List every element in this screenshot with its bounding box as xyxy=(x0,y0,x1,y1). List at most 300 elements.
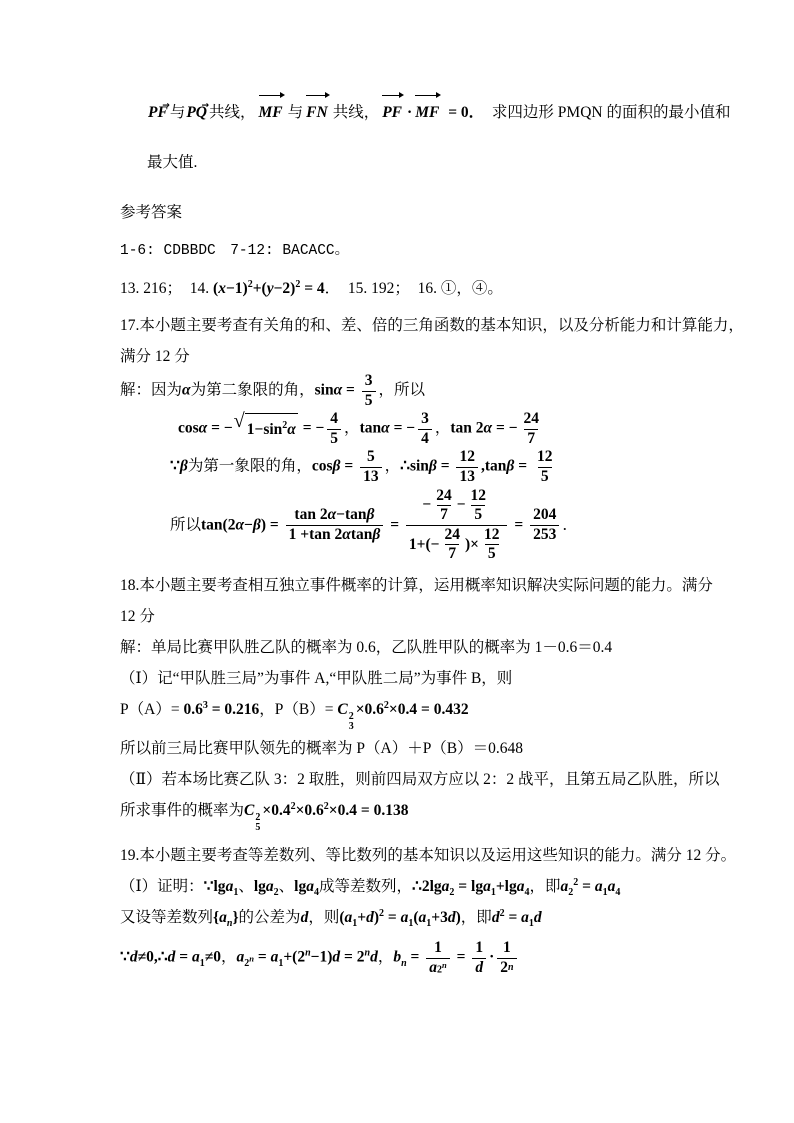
text-run: 、 xyxy=(278,877,295,895)
math-variable: a xyxy=(306,877,314,895)
denominator xyxy=(426,958,449,978)
math-variable: α xyxy=(235,515,245,533)
math-function: lg xyxy=(213,877,226,895)
math-function: sin xyxy=(409,458,429,476)
math-text: ×0.4 = 0.432 xyxy=(388,700,469,718)
numerator: 5 xyxy=(366,448,375,466)
math-text: = 0.216 xyxy=(207,700,260,718)
math-text: = 0． xyxy=(444,104,477,121)
subscript: 2 xyxy=(568,887,574,899)
text-run: 解：因为 xyxy=(120,381,183,399)
math-function: tan 2 xyxy=(309,525,343,543)
math-function: tan 2 xyxy=(294,506,328,524)
subscript: 1 xyxy=(352,918,358,930)
fraction xyxy=(362,372,376,410)
denominator: 5 xyxy=(362,391,376,411)
fraction xyxy=(521,410,543,448)
math-variable: a xyxy=(441,877,450,895)
math-text: , xyxy=(480,458,485,476)
text-run: ，即 xyxy=(460,908,492,926)
radical xyxy=(234,413,298,445)
math-variable: a xyxy=(344,908,353,926)
math-variable: a xyxy=(483,877,491,895)
text-run: 成等差数列， xyxy=(318,877,412,895)
solution-17-line-1 xyxy=(120,372,690,410)
math-function: lg xyxy=(504,877,517,895)
solution-18-part1-result xyxy=(120,733,690,764)
math-variable: n xyxy=(441,960,447,971)
math-variable: α xyxy=(483,419,493,437)
text-run: 解：单局比赛甲队胜乙队的概率为 0.6，乙队胜甲队的概率为 1－0.6＝0.4 xyxy=(120,638,613,656)
subscript: 4 xyxy=(524,887,530,899)
text-run: 17.本小题主要考查有关角的和、差、倍的三角函数的基本知识，以及分析能力和计算能力， xyxy=(120,317,744,334)
text-run: ，则 xyxy=(308,908,340,926)
text-run: （Ⅰ）记“甲队胜三局”为事件 A,“甲队胜二局”为事件 B，则 xyxy=(120,669,513,687)
math-text: − xyxy=(456,496,466,514)
numerator: 12 xyxy=(483,525,500,543)
numerator: 1 xyxy=(503,938,511,956)
text-run: 求四边形 PMQN 的面积的最小值和 xyxy=(476,104,731,121)
radicand xyxy=(245,413,298,445)
math-variable: n xyxy=(305,947,311,959)
math-variable: α xyxy=(198,419,208,437)
text-run: ， xyxy=(434,419,451,437)
subscript: 1 xyxy=(602,887,608,899)
solution-19-proof-line-1 xyxy=(120,871,690,902)
superscript: 2 xyxy=(323,800,329,812)
denominator: 13 xyxy=(456,467,478,487)
solution-18-part2-text xyxy=(120,764,720,795)
math-text: = 2 xyxy=(340,948,365,966)
math-variable: β xyxy=(366,506,375,524)
superscript: 2 xyxy=(573,876,579,888)
subscript: 2 xyxy=(449,887,455,899)
math-text: · xyxy=(407,104,413,121)
subscript: 3 xyxy=(348,721,354,733)
subscript: 4 xyxy=(313,887,319,899)
superscript: 3 xyxy=(202,699,208,711)
solution-17-line-2 xyxy=(178,410,690,448)
superscript: 2 xyxy=(383,699,389,711)
math-text: +(2 xyxy=(283,948,306,966)
math-text: = xyxy=(340,458,358,476)
fraction xyxy=(481,526,503,564)
math-text: ×0.6 xyxy=(355,700,384,718)
math-text: ( xyxy=(213,280,219,297)
fraction xyxy=(456,448,478,486)
problem-17-score xyxy=(120,341,690,372)
denominator: 5 xyxy=(538,467,552,487)
superscript: 2 xyxy=(282,420,288,432)
math-text: −2) xyxy=(273,280,296,297)
math-text: = xyxy=(510,515,528,533)
denominator: 7 xyxy=(437,505,451,525)
math-variable: α xyxy=(182,381,191,399)
numerator: 1 xyxy=(475,938,484,956)
math-text: −1) xyxy=(310,948,333,966)
text-run: 又设等差数列 xyxy=(120,908,214,926)
math-variable: d xyxy=(332,948,341,966)
math-variable: α xyxy=(327,506,337,524)
math-text: ≠0 xyxy=(204,948,221,966)
math-variable: a xyxy=(236,948,245,966)
math-text: 2 xyxy=(500,958,508,976)
math-variable: a xyxy=(516,877,525,895)
math-variable: d xyxy=(533,908,542,926)
super-subscript xyxy=(255,813,260,834)
solution-18-line-1 xyxy=(120,632,690,663)
math-text: ( xyxy=(413,908,419,926)
math-variable: β xyxy=(252,515,261,533)
math-text: = xyxy=(436,458,454,476)
subscript: 1 xyxy=(490,887,496,899)
problem-statement-line-1 xyxy=(147,94,731,128)
problem-19-intro xyxy=(120,840,737,871)
text-run: ， xyxy=(221,948,237,966)
text-run: 18.本小题主要考查相互独立事件概率的计算，运用概率知识解决实际问题的能力。满分 xyxy=(120,576,713,594)
numerator: 24 xyxy=(444,525,460,543)
text-run: ． 15. 192； 16. ①，④。 xyxy=(324,280,503,297)
denominator xyxy=(286,525,384,545)
math-variable: a xyxy=(400,908,409,926)
denominator xyxy=(497,958,516,978)
denominator: 4 xyxy=(418,429,432,449)
text-run: ． xyxy=(562,515,578,533)
math-text: ≠0, xyxy=(137,948,158,966)
math-variable: d xyxy=(300,908,309,926)
math-function: cos xyxy=(311,458,333,476)
solution-19-proof-line-3 xyxy=(120,939,690,977)
solution-17-line-3 xyxy=(170,448,690,486)
denominator xyxy=(406,525,508,564)
text-run: 所以前三局比赛甲队领先的概率为 P（A）＋P（B）＝0.648 xyxy=(120,739,524,757)
denominator: 7 xyxy=(524,429,538,449)
problem-statement-line-2 xyxy=(147,147,690,178)
math-variable: a xyxy=(225,877,234,895)
math-text: = − xyxy=(389,419,416,437)
superscript: 2 xyxy=(247,278,253,290)
math-function: cos xyxy=(178,419,199,437)
math-function: sin xyxy=(314,381,334,399)
vector-pf: PF → xyxy=(148,97,168,128)
math-variable: α xyxy=(287,421,296,439)
math-text: = 4 xyxy=(300,280,325,297)
vector-pq: PQ → xyxy=(186,97,207,128)
math-text: ∴ xyxy=(400,458,410,476)
math-text: ) = xyxy=(260,515,283,533)
math-text: = xyxy=(514,458,531,476)
subscript: 1 xyxy=(199,957,205,969)
numerator: 12 xyxy=(459,448,475,466)
math-text: − xyxy=(422,496,432,514)
math-variable: β xyxy=(428,458,437,476)
math-function: sin xyxy=(263,421,283,439)
numerator: 4 xyxy=(330,410,339,428)
vector-pf: PF xyxy=(382,94,404,128)
denominator: 253 xyxy=(530,525,559,545)
text-run: 共线， xyxy=(332,104,380,121)
math-text: 0.6 xyxy=(183,700,203,718)
subscript: 1 xyxy=(408,918,414,930)
math-text: = xyxy=(384,908,401,926)
math-variable: a xyxy=(219,908,227,926)
math-variable: a xyxy=(191,948,200,966)
math-text: ∴ xyxy=(157,948,168,966)
math-variable: d xyxy=(129,948,138,966)
text-run: 最大值. xyxy=(147,154,198,171)
numerator: 1 xyxy=(434,938,442,956)
math-function: lg xyxy=(471,877,484,895)
numerator xyxy=(419,487,494,525)
denominator: 5 xyxy=(485,544,499,564)
subscript: 4 xyxy=(615,887,621,899)
math-text: = xyxy=(452,948,470,966)
math-variable: a xyxy=(265,877,274,895)
fraction xyxy=(406,487,508,564)
math-function: tan xyxy=(350,525,373,543)
math-variable: n xyxy=(507,961,514,973)
text-run: 12 分 xyxy=(120,607,155,625)
math-variable: n xyxy=(249,953,254,964)
math-text: { xyxy=(213,908,220,926)
text-run: 19.本小题主要考查等差数列、等比数列的基本知识以及运用这些知识的能力。满分 12 分。 xyxy=(120,846,737,864)
document-body xyxy=(120,94,744,977)
solution-19-proof-line-2 xyxy=(120,902,690,933)
text-run: 所以 xyxy=(170,515,202,533)
math-function: tan xyxy=(484,458,507,476)
math-text: 2 xyxy=(244,957,250,969)
math-variable: a xyxy=(270,948,279,966)
text-run: 参考答案 xyxy=(120,204,183,221)
problem-18-score xyxy=(120,601,690,632)
math-variable: a xyxy=(607,877,616,895)
numerator: 24 xyxy=(436,486,452,504)
math-text: } xyxy=(232,908,239,926)
math-variable: α xyxy=(342,525,351,543)
math-variable: n xyxy=(226,918,233,930)
math-function: tan xyxy=(345,506,367,524)
vector-mf: MF xyxy=(259,94,285,128)
math-text: = xyxy=(406,948,424,966)
math-variable: a xyxy=(429,958,437,976)
superscript: 2 xyxy=(295,278,301,290)
text-run: 的公差为 xyxy=(238,908,301,926)
math-text: = xyxy=(254,948,271,966)
fraction xyxy=(327,410,341,448)
math-text: ) xyxy=(373,908,380,926)
math-function: lg xyxy=(294,877,307,895)
math-variable: C xyxy=(337,700,348,718)
math-text: ×0.4 = 0.138 xyxy=(328,801,409,819)
text-run: 与 xyxy=(287,104,304,121)
fraction xyxy=(530,506,559,544)
super-subscript xyxy=(349,712,354,733)
problem-18-intro xyxy=(120,570,713,601)
vector-fn: FN xyxy=(306,94,330,128)
subscript: 1 xyxy=(528,918,534,930)
math-variable: d xyxy=(370,948,378,966)
math-variable: β xyxy=(179,458,188,476)
math-text: +3 xyxy=(431,908,448,926)
math-variable: y xyxy=(266,280,274,297)
denominator: 5 xyxy=(471,505,485,525)
fill-in-answers-line xyxy=(120,273,690,304)
math-variable: a xyxy=(560,877,569,895)
fraction xyxy=(433,487,455,525)
math-text: = xyxy=(342,381,359,399)
subscript: 2 xyxy=(273,887,279,899)
math-variable: α xyxy=(381,419,390,437)
math-text: ×0.6 xyxy=(295,801,324,819)
superscript xyxy=(442,960,447,970)
fraction xyxy=(468,487,490,525)
math-variable: C xyxy=(244,801,255,819)
math-variable: n xyxy=(364,947,371,959)
math-variable: a xyxy=(521,908,529,926)
math-text: 1− xyxy=(246,421,264,439)
problem-17-intro xyxy=(120,310,744,341)
numerator: 12 xyxy=(470,486,487,504)
denominator: 7 xyxy=(445,544,459,564)
math-variable: a xyxy=(594,877,603,895)
math-variable: b xyxy=(393,948,402,966)
numerator xyxy=(291,506,377,525)
fraction xyxy=(441,526,463,564)
math-text: ∵ xyxy=(203,877,214,895)
text-run: 满分 12 分 xyxy=(120,348,190,365)
solution-18-part1-events xyxy=(120,663,690,694)
math-text: ×0.4 xyxy=(262,801,291,819)
math-text: = xyxy=(454,877,472,895)
math-function: lg xyxy=(253,877,266,895)
math-variable: d xyxy=(491,908,500,926)
vector-mf: MF xyxy=(415,94,441,128)
text-run: 为第二象限的角， xyxy=(190,381,315,399)
superscript: 2 xyxy=(379,907,385,919)
math-variable: a xyxy=(418,908,427,926)
math-text: · xyxy=(489,948,495,966)
text-run: P（A）= xyxy=(120,700,184,718)
math-variable: d xyxy=(475,958,484,976)
text-run: 所求事件的概率为 xyxy=(120,801,245,819)
math-variable: d xyxy=(366,908,374,926)
numerator: 24 xyxy=(523,410,540,428)
math-text: ∵ xyxy=(170,458,180,476)
math-variable: β xyxy=(372,525,381,543)
text-run: ， xyxy=(377,948,394,966)
choice-answers-line xyxy=(120,234,690,267)
fraction xyxy=(286,506,384,544)
math-text: = − xyxy=(492,419,518,437)
math-text: ( xyxy=(339,908,345,926)
fraction xyxy=(418,410,432,448)
numerator: 3 xyxy=(421,410,429,428)
fraction xyxy=(360,448,382,486)
subscript: 1 xyxy=(278,957,284,969)
text-run: 、 xyxy=(238,877,254,895)
math-text: )× xyxy=(464,535,479,553)
math-text: = − xyxy=(207,419,233,437)
mono-text: 1-6: CDBBDC 7-12: BACACC。 xyxy=(120,243,350,259)
math-text: = xyxy=(175,948,192,966)
text-run: ，P（B）= xyxy=(259,700,338,718)
math-text: − xyxy=(244,515,253,533)
math-function: tan xyxy=(359,419,382,437)
math-text: = − xyxy=(298,419,325,437)
text-run: 共线， xyxy=(209,104,256,121)
solution-18-part1-calc xyxy=(120,694,690,733)
superscript: 2 xyxy=(290,800,296,812)
math-text: ∵ xyxy=(120,948,130,966)
superscript: 2 xyxy=(348,710,354,722)
subscript: 1 xyxy=(233,887,239,899)
text-run: ， xyxy=(384,458,401,476)
text-run: 为第一象限的角， xyxy=(187,458,312,476)
numerator: 204 xyxy=(533,506,557,524)
math-variable: d xyxy=(167,948,176,966)
math-text: = xyxy=(578,877,595,895)
math-function: tan(2 xyxy=(201,515,236,533)
solution-17-line-4 xyxy=(170,487,690,564)
text-run: ，所以 xyxy=(378,381,426,399)
math-text: = xyxy=(504,908,522,926)
superscript: 2 xyxy=(499,907,505,919)
math-variable: x xyxy=(218,280,226,297)
fraction xyxy=(497,939,516,977)
superscript: 2 xyxy=(255,811,261,823)
fraction xyxy=(426,939,449,977)
text-run: ，即 xyxy=(529,877,561,895)
math-text: − xyxy=(336,506,345,524)
answers-heading xyxy=(120,197,690,228)
math-variable: β xyxy=(332,458,341,476)
math-text: +( xyxy=(252,280,267,297)
math-function: tan 2 xyxy=(450,419,484,437)
math-text: + xyxy=(357,908,367,926)
math-text: = xyxy=(386,515,403,533)
math-function: lg xyxy=(429,877,442,895)
numerator: 12 xyxy=(536,448,553,466)
text-run: ， xyxy=(344,419,360,437)
denominator: 5 xyxy=(327,429,341,449)
numerator: 3 xyxy=(364,372,373,389)
denominator xyxy=(472,958,486,978)
math-variable: β xyxy=(506,458,515,476)
math-text: 1+(− xyxy=(408,535,440,553)
denominator: 13 xyxy=(360,467,382,487)
text-run: 与 xyxy=(169,104,186,121)
math-text: 1 + xyxy=(288,525,310,543)
fraction xyxy=(472,939,486,977)
math-variable: α xyxy=(333,381,343,399)
text-run: 13. 216； 14. xyxy=(120,280,214,297)
subscript xyxy=(244,953,254,969)
math-text: ) xyxy=(455,908,461,926)
text-run: （Ⅱ）若本场比赛乙队 3：2 取胜，则前四局双方应以 2：2 战平，且第五局乙队胜，所以 xyxy=(120,770,720,788)
subscript: 5 xyxy=(255,822,261,834)
math-variable: n xyxy=(401,957,407,969)
subscript xyxy=(436,960,447,976)
math-text: ∴2 xyxy=(411,877,430,895)
math-text: −1) xyxy=(225,280,248,297)
math-variable: d xyxy=(447,908,456,926)
subscript: 1 xyxy=(426,918,432,930)
solution-18-part2-calc xyxy=(120,795,690,834)
fraction xyxy=(534,448,556,486)
math-text: + xyxy=(495,877,505,895)
math-text: 2 xyxy=(436,964,442,976)
text-run: （Ⅰ）证明： xyxy=(120,877,204,895)
